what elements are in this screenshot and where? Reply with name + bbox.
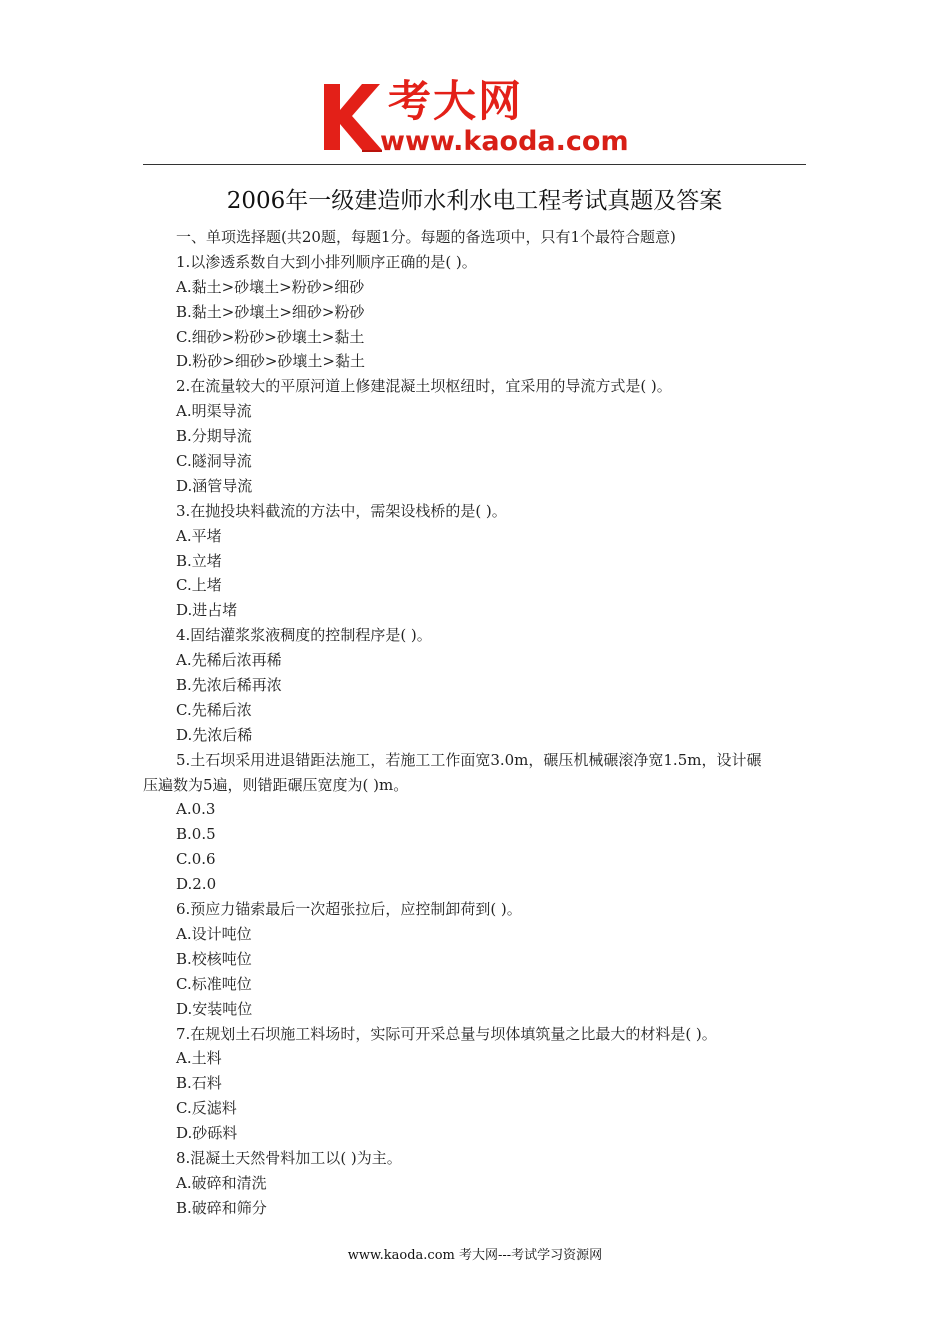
document-title: 2006年一级建造师水利水电工程考试真题及答案 (226, 188, 723, 214)
option: B.分期导流 (176, 427, 252, 446)
k-logo-icon (318, 80, 384, 154)
question-stem: 4.固结灌浆浆液稠度的控制程序是( )。 (176, 626, 432, 645)
option: D.安装吨位 (176, 999, 253, 1018)
option: D.2.0 (176, 875, 217, 894)
option: A.明渠导流 (176, 402, 252, 421)
option: B.破碎和筛分 (176, 1198, 267, 1217)
option: D.砂砾料 (176, 1124, 238, 1143)
question-stem-line1: 5.土石坝采用进退错距法施工，若施工工作面宽3.0m，碾压机械碾滚净宽1.5m，设计碾 (176, 750, 762, 769)
option: C.细砂>粉砂>砂壤土>黏土 (176, 327, 365, 346)
option: B.立堵 (176, 551, 222, 570)
option: C.反滤料 (176, 1099, 237, 1118)
question-stem: 2.在流量较大的平原河道上修建混凝土坝枢纽时，宜采用的导流方式是( )。 (176, 377, 672, 396)
logo-url: www.kaoda.com (380, 126, 629, 157)
option: A.先稀后浓再稀 (176, 651, 282, 670)
question-stem-line2: 压遍数为5遍，则错距碾压宽度为( )m。 (143, 775, 409, 794)
option: C.标准吨位 (176, 974, 252, 993)
option: C.0.6 (176, 850, 216, 869)
option: A.平堵 (176, 526, 222, 545)
question-stem: 6.预应力锚索最后一次超张拉后，应控制卸荷到( )。 (176, 900, 522, 919)
option: A.土料 (176, 1049, 222, 1068)
question-stem: 3.在抛投块料截流的方法中，需架设栈桥的是( )。 (176, 501, 507, 520)
document-body (143, 225, 809, 1221)
option: C.先稀后浓 (176, 700, 252, 719)
option: A.0.3 (176, 800, 216, 819)
option: B.校核吨位 (176, 949, 252, 968)
logo-title: 考大网 (388, 77, 523, 127)
option: B.0.5 (176, 825, 216, 844)
option: B.先浓后稀再浓 (176, 676, 282, 695)
option: C.隧洞导流 (176, 452, 252, 471)
option: D.进占堵 (176, 601, 238, 620)
page-footer: www.kaoda.com 考大网---考试学习资源网 (347, 1248, 603, 1263)
option: D.涵管导流 (176, 476, 253, 495)
question-stem: 8.混凝土天然骨料加工以( )为主。 (176, 1148, 402, 1167)
header-divider (143, 164, 806, 165)
option: D.粉砂>细砂>砂壤土>黏土 (176, 352, 365, 371)
question-stem: 7.在规划土石坝施工料场时，实际可开采总量与坝体填筑量之比最大的材料是( )。 (176, 1024, 717, 1043)
option: B.石料 (176, 1074, 222, 1093)
option: C.上堵 (176, 576, 222, 595)
option: A.设计吨位 (176, 924, 252, 943)
section-heading: 一、单项选择题(共20题，每题1分。每题的备选项中，只有1个最符合题意) (176, 228, 676, 246)
option: B.黏土>砂壤土>细砂>粉砂 (176, 302, 365, 321)
kaoda-logo (318, 78, 638, 160)
question-stem: 1.以渗透系数自大到小排列顺序正确的是( )。 (176, 252, 477, 271)
option: D.先浓后稀 (176, 725, 253, 744)
option: A.破碎和清洗 (176, 1173, 267, 1192)
option: A.黏土>砂壤土>粉砂>细砂 (176, 277, 365, 296)
